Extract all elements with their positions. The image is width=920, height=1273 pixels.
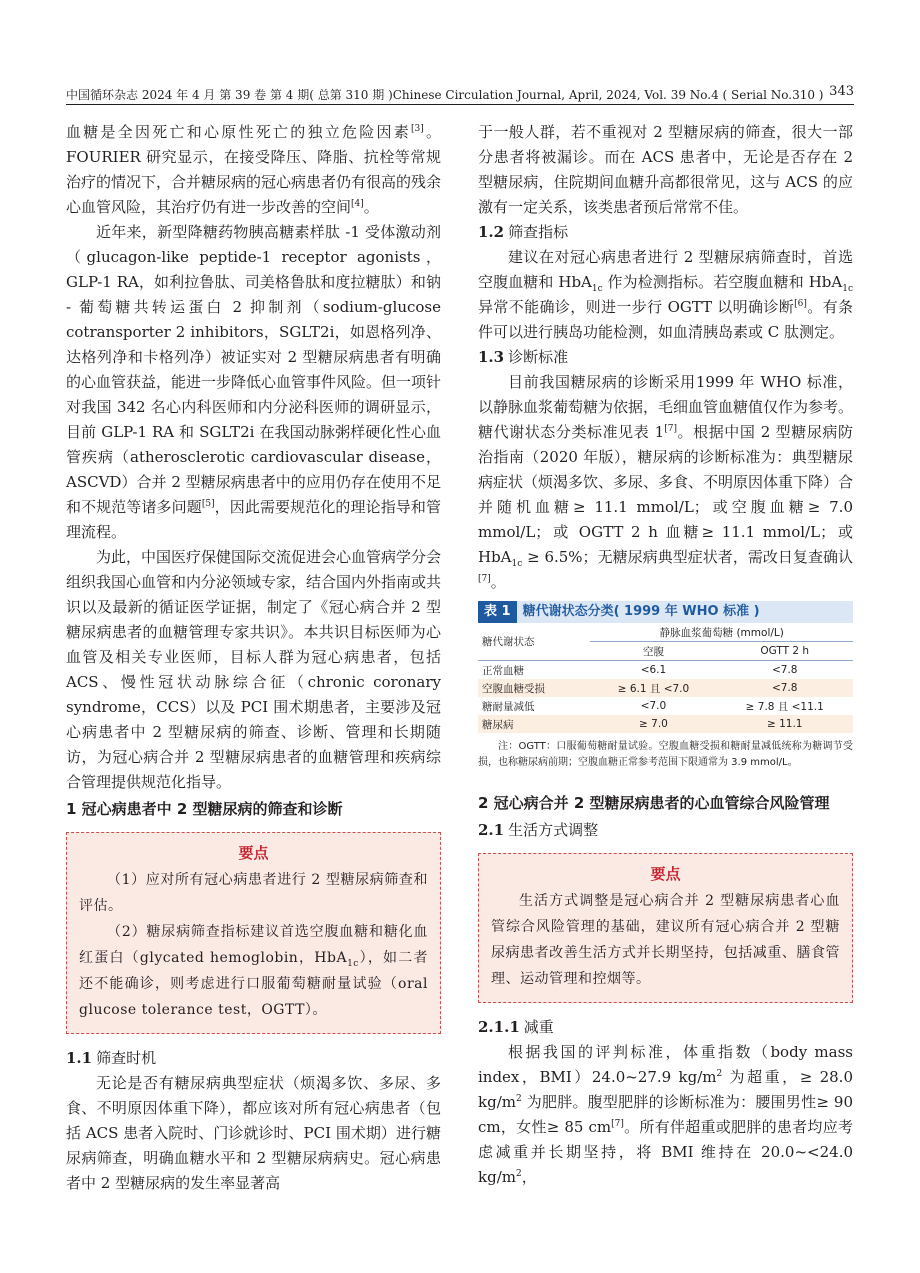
running-header	[66, 86, 854, 103]
cell-ogtt: <7.8	[771, 664, 798, 676]
key-points-box	[478, 853, 853, 1003]
section-heading-1: 1 冠心病患者中 2 型糖尿病的筛查和诊断	[66, 800, 343, 818]
paragraph: 为此，中国医疗保健国际交流促进会心血管病学分会组织我国心血管和内分泌领域专家，结合国内外指南或共识以及最新的循证医学证据，制定了《冠心病合并 2 型糖尿病患者的血糖管理专家共识》。本共识目标医师为心血管及相关专业医师，目标人群为冠心病患者，包括 ACS、慢性冠状动脉综合征（chronic coronary syndrome，CCS）以及 PCI 围术期患者，主要涉及冠心病患者中 2 型糖尿病的筛查、诊断、管理和长期随访，为冠心病合并 2 型糖尿病患者的血糖管理和疾病综合管理提供规范化指导。	[66, 548, 442, 791]
table-tag: 表 1	[478, 601, 517, 623]
col-header-state: 糖代谢状态	[478, 623, 590, 661]
cell-state: 糖耐量减低	[482, 700, 535, 713]
paragraph: 于一般人群，若不重视对 2 型糖尿病的筛查，很大一部分患者将被漏诊。而在 ACS 患者中，无论是否存在 2 型糖尿病，住院期间血糖升高都很常见，这与 ACS 的应激有一定关系，该类患者预后常常不佳。	[478, 123, 853, 216]
cell-ogtt: ≥ 11.1	[716, 715, 853, 733]
paragraph: 建议在对冠心病患者进行 2 型糖尿病筛查时，首选空腹血糖和 HbA$_{1c}$ 作为检测指标。若空腹血糖和 HbA$_{1c}$ 异常不能确诊，则进一步行 OGTT 以明确诊断[6]。有条件可以进行胰岛功能检测，如血清胰岛素或 C 肽测定。	[478, 248, 853, 341]
left-column	[66, 120, 441, 1196]
journal-citation: 中国循环杂志 2024 年 4 月 第 39 卷 第 4 期( 总第 310 期 )Chinese Circulation Journal, April, 2024, Vol. 39 No.4 ( Serial No.310 )	[66, 88, 824, 102]
subsection-heading-2-1: 2.1 生活方式调整	[478, 821, 599, 839]
subsection-heading-1-1: 1.1 筛查时机	[66, 1049, 157, 1067]
table-caption	[478, 601, 853, 623]
col-header-fasting: 空腹	[590, 642, 716, 661]
paragraph: 根据我国的评判标准，体重指数（body mass index，BMI）24.0~27.9 $kg/m^2$ 为超重，≥ 28.0 $kg/m^2$ 为肥胖。腹型肥胖的诊断标准为：腰围男性≥ 90 cm，女性≥ 85 cm[7]。所有伴超重或肥胖的患者均应考虑减重并长期坚持，将 BMI 维持在 20.0~<24.0 $kg/m^2$，	[478, 1043, 853, 1186]
cell-fasting: <6.1	[640, 664, 667, 676]
col-header-group: 静脉血浆葡萄糖 (mmol/L)	[590, 623, 853, 642]
key-point: （1）应对所有冠心病患者进行 2 型糖尿病筛查和评估。	[79, 872, 428, 914]
table-row	[478, 715, 853, 733]
table-note: 注：OGTT：口服葡萄糖耐量试验。空腹血糖受损和糖耐量减低统称为糖调节受损，也称糖尿病前期；空腹血糖正常参考范围下限通常为 3.9 mmol/L。	[478, 741, 853, 768]
right-column	[478, 120, 853, 1190]
table-row	[478, 679, 853, 697]
cell-ogtt: ≥ 7.8 且 <11.1	[745, 700, 824, 713]
cell-fasting: ≥ 6.1 且 <7.0	[590, 679, 716, 697]
key-point: （2）糖尿病筛查指标建议首选空腹血糖和糖化血红蛋白（glycated hemoglobin，HbA$_{1c}$），如二者还不能确诊，则考虑进行口服葡萄糖耐量试验（oral glucose tolerance test，OGTT）。	[79, 924, 428, 1018]
table-title: 糖代谢状态分类( 1999 年 WHO 标准 )	[522, 604, 760, 619]
cell-fasting: ≥ 7.0	[590, 715, 716, 733]
page-number: 343	[829, 84, 854, 99]
col-header-ogtt: OGTT 2 h	[716, 642, 853, 661]
key-points-box	[66, 832, 441, 1034]
cell-fasting: <7.0	[640, 700, 667, 712]
cell-ogtt: <7.8	[716, 679, 853, 697]
header-rule	[66, 104, 854, 105]
key-points-title: 要点	[650, 865, 681, 883]
section-heading-2: 2 冠心病合并 2 型糖尿病患者的心血管综合风险管理	[478, 794, 830, 812]
subsection-heading-1-2: 1.2 筛查指标	[478, 223, 569, 241]
paragraph: 血糖是全因死亡和心原性死亡的独立危险因素[3]。FOURIER 研究显示，在接受降压、降脂、抗栓等常规治疗的情况下，合并糖尿病的冠心病患者仍有很高的残余心血管风险，其治疗仍有进一步改善的空间[4]。	[66, 123, 442, 216]
table-row	[478, 697, 853, 715]
cell-state: 空腹血糖受损	[478, 679, 590, 697]
glucose-table	[478, 623, 853, 733]
key-point: 生活方式调整是冠心病合并 2 型糖尿病患者心血管综合风险管理的基础，建议所有冠心病合并 2 型糖尿病患者改善生活方式并长期坚持，包括减重、膳食管理、运动管理和控烟等。	[491, 893, 840, 987]
table-row	[478, 661, 853, 680]
paragraph: 近年来，新型降糖药物胰高糖素样肽 -1 受体激动剂（glucagon-like peptide-1 receptor agonists，GLP-1 RA，如利拉鲁肽、司美格鲁肽和度拉糖肽）和钠 - 葡萄糖共转运蛋白 2 抑制剂（sodium-glucose cotransporter 2 inhibitors，SGLT2i，如恩格列净、达格列净和卡格列净）被证实对 2 型糖尿病患者有明确的心血管获益，能进一步降低心血管事件风险。但一项针对我国 342 名心内科医师和内分泌科医师的调研显示，目前 GLP-1 RA 和 SGLT2i 在我国动脉粥样硬化性心血管疾病（atherosclerotic cardiovascular disease，ASCVD）合并 2 型糖尿病患者中的应用仍存在使用不足和不规范等诸多问题[5]，因此需要规范化的理论指导和管理流程。	[66, 223, 442, 541]
cell-state: 糖尿病	[478, 715, 590, 733]
subsection-heading-1-3: 1.3 诊断标准	[478, 348, 569, 366]
key-points-title: 要点	[238, 844, 269, 862]
subsection-heading-2-1-1: 2.1.1 减重	[478, 1018, 554, 1036]
paragraph: 无论是否有糖尿病典型症状（烦渴多饮、多尿、多食、不明原因体重下降），都应该对所有冠心病患者（包括 ACS 患者入院时、门诊就诊时、PCI 围术期）进行糖尿病筛查，明确血糖水平和 2 型糖尿病病史。冠心病患者中 2 型糖尿病的发生率显著高	[66, 1074, 441, 1192]
cell-state: 正常血糖	[482, 664, 524, 677]
paragraph: 目前我国糖尿病的诊断采用1999 年 WHO 标准，以静脉血浆葡萄糖为依据，毛细血管血糖值仅作为参考。糖代谢状态分类标准见表 1[7]。根据中国 2 型糖尿病防治指南（2020 年版），糖尿病的诊断标准为：典型糖尿病症状（烦渴多饮、多尿、多食、不明原因体重下降）合并随机血糖≥ 11.1 mmol/L；或空腹血糖≥ 7.0 mmol/L；或 OGTT 2 h 血糖≥ 11.1 mmol/L；或 HbA$_{1c}$ ≥ 6.5%；无糖尿病典型症状者，需改日复查确认[7]。	[478, 373, 854, 591]
